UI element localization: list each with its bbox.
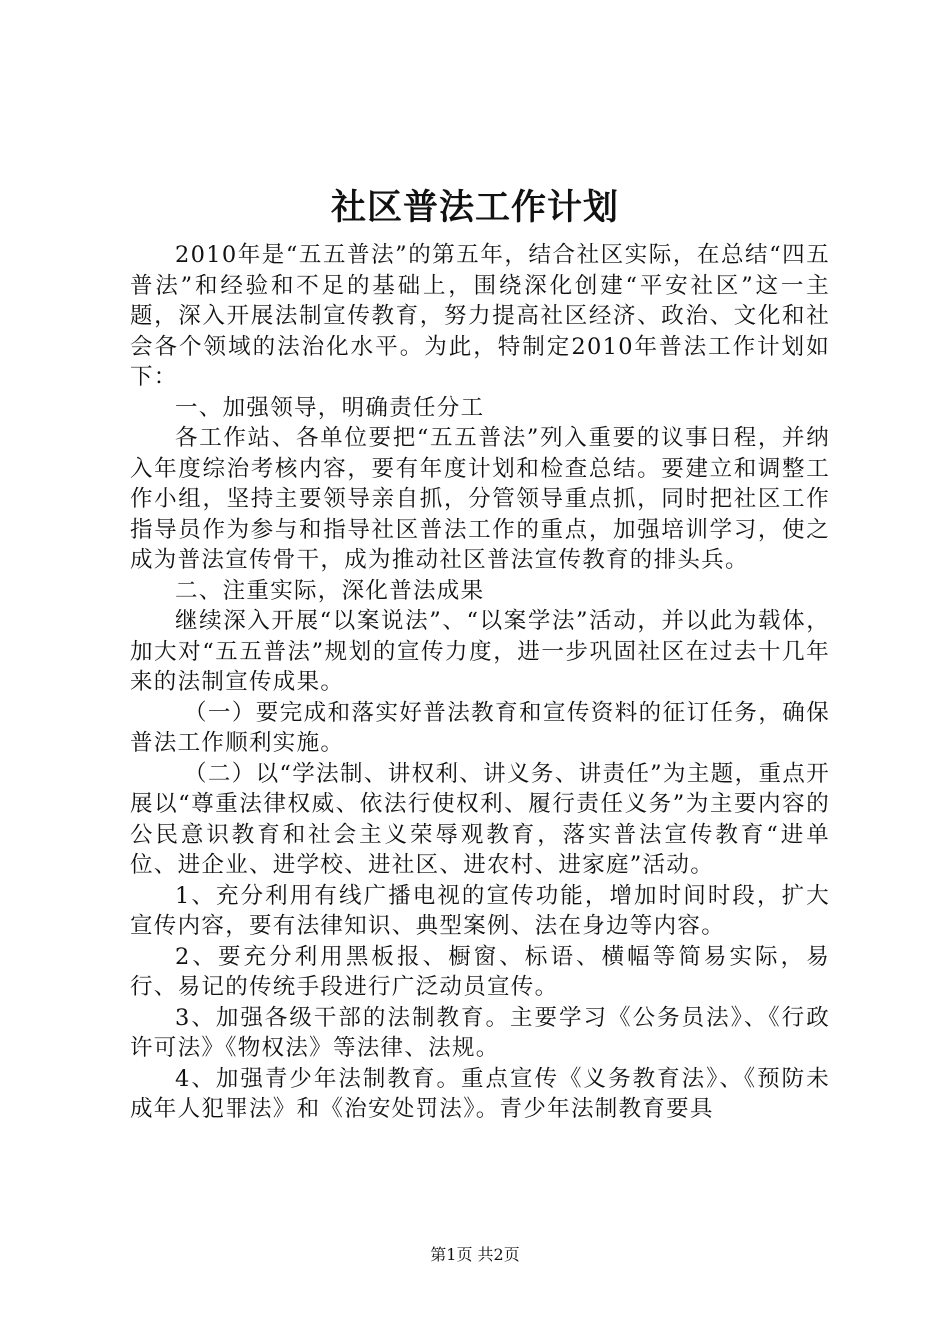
page-number-footer: 第1页 共2页 (430, 1245, 520, 1264)
paragraph-section-2: 继续深入开展“以案说法”、“以案学法”活动，并以此为载体，加大对“五五普法”规划的宣传力度，进一步巩固社区在过去十几年来的法制宣传成果。 (130, 608, 830, 695)
section-heading-2: 二、注重实际，深化普法成果 (175, 577, 485, 604)
paragraph-item-2: （二）以“学法制、讲权利、讲义务、讲责任”为主题，重点开展以“尊重法律权威、依法行使权利、履行责任义务”为主要内容的公民意识教育和社会主义荣辱观教育，落实普法宣传教育“进单位、进企业、进学校、进社区、进农村、进家庭”活动。 (130, 760, 830, 878)
document-title: 社区普法工作计划 (330, 187, 619, 228)
paragraph-item-1: （一）要完成和落实好普法教育和宣传资料的征订任务，确保普法工作顺利实施。 (130, 699, 830, 756)
paragraph-point-2: 2、要充分利用黑板报、橱窗、标语、横幅等简易实际，易行、易记的传统手段进行广泛动员宣传。 (130, 943, 830, 1000)
paragraph-section-1: 各工作站、各单位要把“五五普法”列入重要的议事日程，并纳入年度综治考核内容，要有年度计划和检查总结。要建立和调整工作小组，坚持主要领导亲自抓，分管领导重点抓，同时把社区工作指导员作为参与和指导社区普法工作的重点，加强培训学习，使之成为普法宣传骨干，成为推动社区普法宣传教育的排头兵。 (130, 425, 830, 573)
section-heading-1: 一、加强领导，明确责任分工 (175, 394, 485, 421)
paragraph-point-1: 1、充分利用有线广播电视的宣传功能，增加时间时段，扩大宣传内容，要有法律知识、典型案例、法在身边等内容。 (130, 882, 830, 939)
paragraph-point-3: 3、加强各级干部的法制教育。主要学习《公务员法》、《行政许可法》《物权法》等法律、法规。 (130, 1004, 830, 1061)
paragraph-intro: 2010年是“五五普法”的第五年，结合社区实际，在总结“四五普法”和经验和不足的基础上，围绕深化创建“平安社区”这一主题，深入开展法制宣传教育，努力提高社区经济、政治、文化和社会各个领域的法治化水平。为此，特制定2010年普法工作计划如下： (130, 242, 830, 390)
document-body (130, 240, 830, 1125)
paragraph-point-4: 4、加强青少年法制教育。重点宣传《义务教育法》、《预防未成年人犯罪法》和《治安处罚法》。青少年法制教育要具 (130, 1065, 830, 1122)
